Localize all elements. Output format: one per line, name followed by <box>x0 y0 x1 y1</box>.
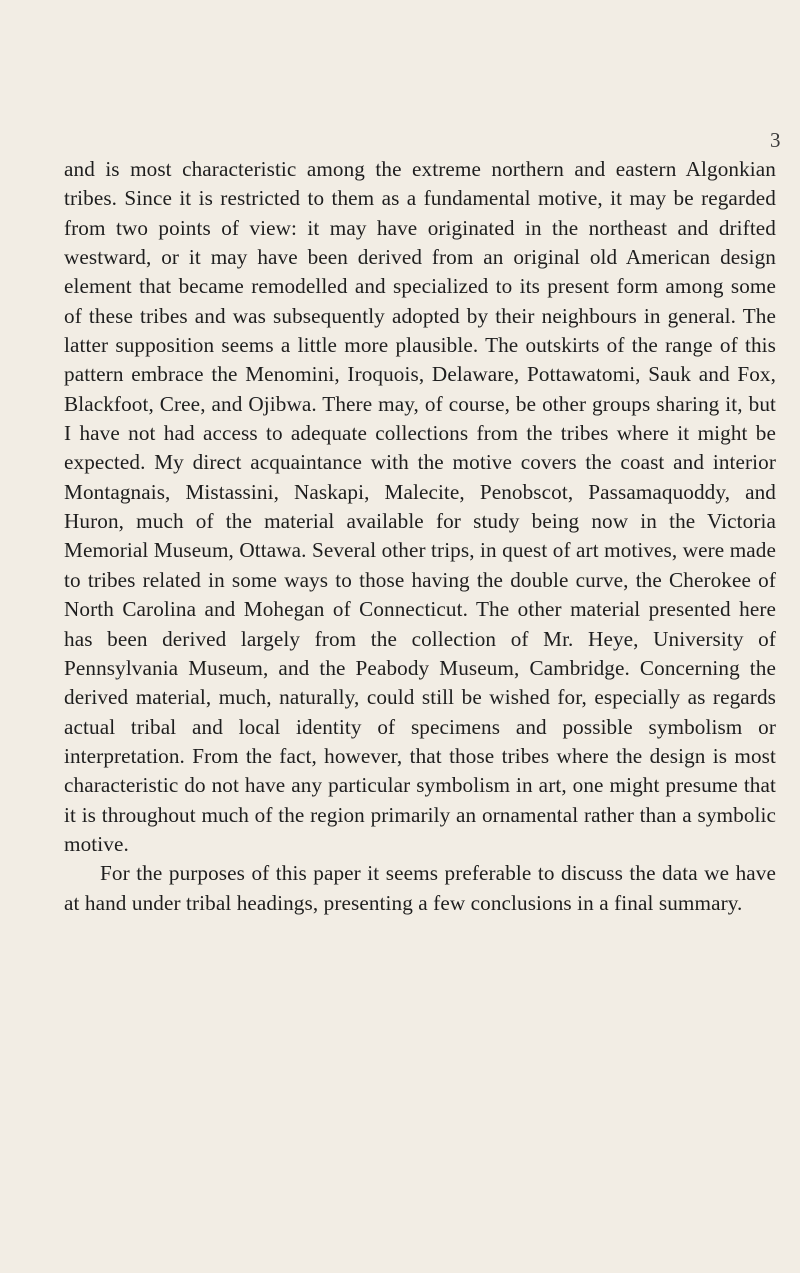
paragraph-2: For the purposes of this paper it seems preferable to discuss the data we have at hand under tribal headings, presenting a few conclusions in a final summary. <box>64 861 776 915</box>
page-number: 3 <box>770 128 781 152</box>
body-text <box>64 155 776 918</box>
paragraph-1: and is most characteristic among the extreme northern and eastern Algonkian tribes. Since it is restricted to them as a fundamental motive, it may be regarded from two points of view: it may have originated in the northeast and drifted westward, or it may have been derived from an original old American design element that became remodelled and specialized to its present form among some of these tribes and was subsequently adopted by their neighbours in general. The latter supposition seems a little more plausible. The outskirts of the range of this pattern embrace the Menomini, Iroquois, Delaware, Pottawatomi, Sauk and Fox, Blackfoot, Cree, and Ojibwa. There may, of course, be other groups sharing it, but I have not had access to adequate collections from the tribes where it might be expected. My direct acquaintance with the motive covers the coast and interior Montagnais, Mistassini, Naskapi, Malecite, Penobscot, Passamaquoddy, and Huron, much of the material available for study being now in the Victoria Memorial Museum, Ottawa. Several other trips, in quest of art motives, were made to tribes related in some ways to those having the double curve, the Cherokee of North Carolina and Mohegan of Connecticut. The other material presented here has been derived largely from the collection of Mr. Heye, University of Pennsylvania Museum, and the Peabody Museum, Cambridge. Concerning the derived material, much, naturally, could still be wished for, especially as regards actual tribal and local identity of specimens and possible symbolism or interpretation. From the fact, however, that those tribes where the design is most characteristic do not have any particular symbolism in art, one might presume that it is throughout much of the region primarily an ornamental rather than a symbolic motive. <box>64 157 776 856</box>
